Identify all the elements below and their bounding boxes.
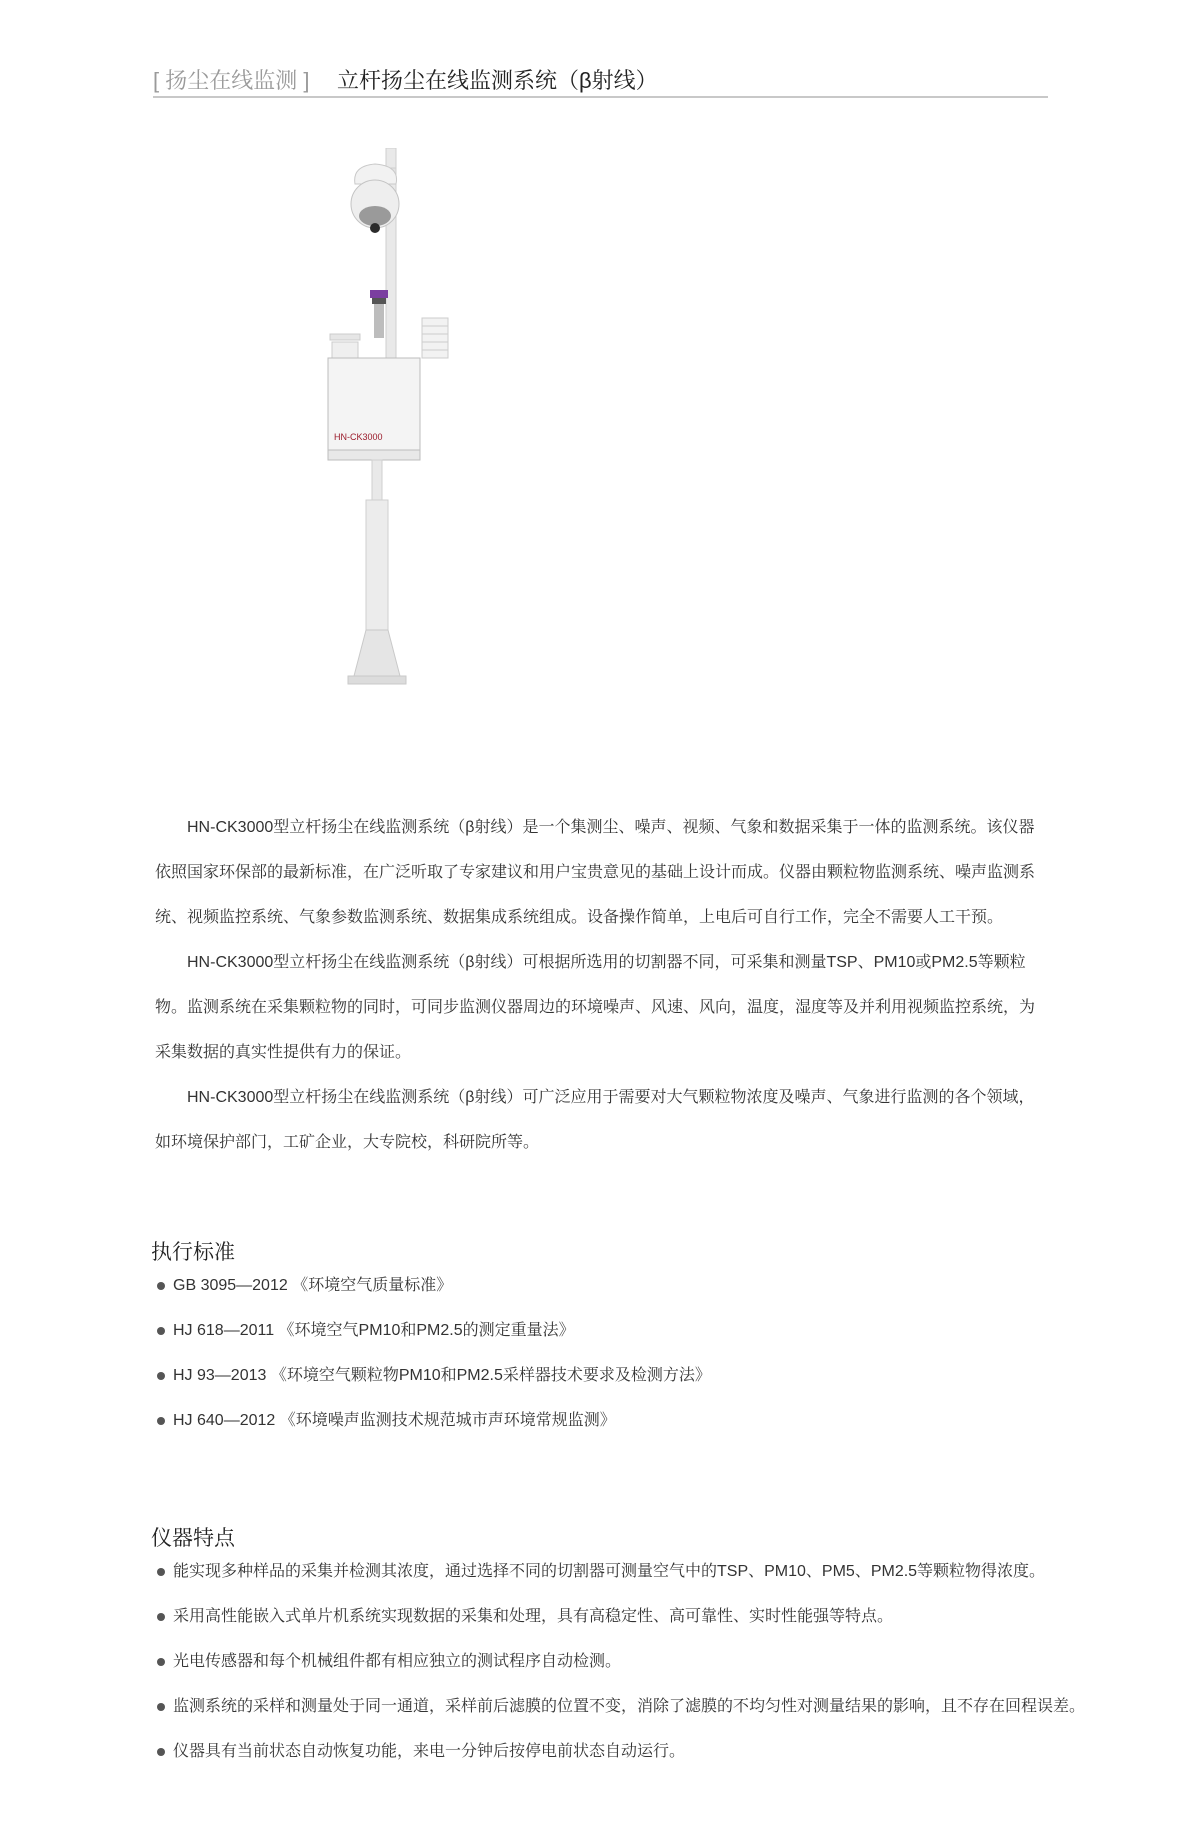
list-item — [155, 1308, 711, 1353]
list-item — [155, 1729, 1085, 1774]
list-item — [155, 1549, 1085, 1594]
bullet-icon — [157, 1703, 165, 1711]
bullet-icon — [157, 1282, 165, 1290]
standard-text: HJ 93—2013 《环境空气颗粒物PM10和PM2.5采样器技术要求及检测方法》 — [173, 1367, 711, 1384]
feature-text: 监测系统的采样和测量处于同一通道，采样前后滤膜的位置不变，消除了滤膜的不均匀性对测量结果的影响，且不存在回程误差。 — [173, 1698, 1086, 1715]
standards-list — [155, 1263, 711, 1443]
intro-text — [155, 805, 1050, 1165]
features-list — [155, 1549, 1085, 1774]
bullet-icon — [157, 1417, 165, 1425]
bullet-icon — [157, 1568, 165, 1576]
intro-paragraph: HN-CK3000型立杆扬尘在线监测系统（β射线）可广泛应用于需要对大气颗粒物浓度及噪声、气象进行监测的各个领域，如环境保护部门，工矿企业，大专院校，科研院所等。 — [155, 1089, 1035, 1151]
standard-text: HJ 618—2011 《环境空气PM10和PM2.5的测定重量法》 — [173, 1322, 575, 1339]
standard-text: GB 3095—2012 《环境空气质量标准》 — [173, 1277, 453, 1294]
cabinet-label: HN-CK3000 — [334, 432, 383, 442]
feature-text: 光电传感器和每个机械组件都有相应独立的测试程序自动检测。 — [173, 1653, 622, 1670]
list-item — [155, 1639, 1085, 1684]
standard-text: HJ 640—2012 《环境噪声监测技术规范城市声环境常规监测》 — [173, 1412, 616, 1429]
list-item — [155, 1684, 1085, 1729]
intro-paragraph: HN-CK3000型立杆扬尘在线监测系统（β射线）是一个集测尘、噪声、视频、气象和数据采集于一体的监测系统。该仪器依照国家环保部的最新标准，在广泛听取了专家建议和用户宝贵意见的基础上设计而成。仪器由颗粒物监测系统、噪声监测系统、视频监控系统、气象参数监测系统、数据集成系统组成。设备操作简单，上电后可自行工作，完全不需要人工干预。 — [155, 819, 1036, 926]
bullet-icon — [157, 1613, 165, 1621]
product-image — [300, 148, 450, 758]
bullet-icon — [157, 1372, 165, 1380]
feature-text: 采用高性能嵌入式单片机系统实现数据的采集和处理，具有高稳定性、高可靠性、实时性能强等特点。 — [173, 1608, 894, 1625]
standards-title: 执行标准 — [151, 1241, 235, 1264]
page-title: 立杆扬尘在线监测系统（β射线） — [337, 68, 658, 93]
list-item — [155, 1353, 711, 1398]
bullet-icon — [157, 1748, 165, 1756]
features-title: 仪器特点 — [151, 1527, 235, 1550]
list-item — [155, 1594, 1085, 1639]
page-header — [153, 60, 1048, 98]
list-item — [155, 1263, 711, 1308]
intro-paragraph: HN-CK3000型立杆扬尘在线监测系统（β射线）可根据所选用的切割器不同，可采集和测量TSP、PM10或PM2.5等颗粒物。监测系统在采集颗粒物的同时，可同步监测仪器周边的环境噪声、风速、风向，温度，湿度等及并利用视频监控系统，为采集数据的真实性提供有力的保证。 — [155, 954, 1036, 1061]
bullet-icon — [157, 1327, 165, 1335]
feature-text: 能实现多种样品的采集并检测其浓度，通过选择不同的切割器可测量空气中的TSP、PM10、PM5、PM2.5等颗粒物得浓度。 — [173, 1563, 1046, 1580]
feature-text: 仪器具有当前状态自动恢复功能，来电一分钟后按停电前状态自动运行。 — [173, 1743, 686, 1760]
category-label[interactable]: [ 扬尘在线监测 ] — [153, 68, 310, 93]
list-item — [155, 1398, 711, 1443]
bullet-icon — [157, 1658, 165, 1666]
